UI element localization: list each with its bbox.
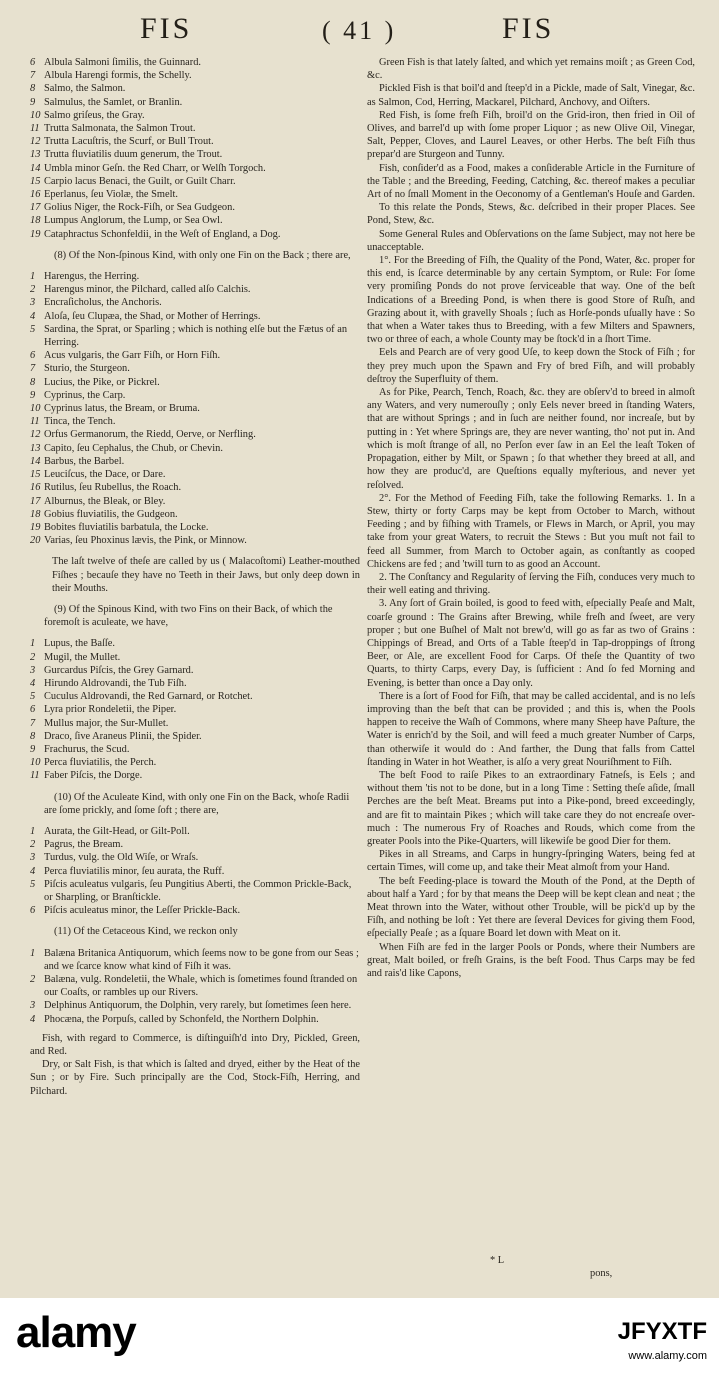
item-text: Umbla minor Geſn. the Red Charr, or Welſh Torgoch. [44,162,266,174]
paragraph: Green Fish is that lately ſalted, and which yet remains moiſt ; as Green Cod, &c. [367,57,695,82]
list-item [30,122,360,135]
list-item [30,442,360,455]
item-text: Alburnus, the Bleak, or Bley. [44,495,166,507]
item-number: 7 [30,717,36,729]
item-number: 2 [30,839,36,851]
item-text: Cyprinus, the Carp. [44,389,126,401]
item-number: 2 [30,651,36,663]
list-item [30,534,360,547]
list-item [30,756,360,769]
item-text: Varias, ſeu Phoxinus lævis, the Pink, or Minnow. [44,535,247,547]
list-aculeate [30,825,360,917]
list-item [30,973,360,999]
paragraph: 1°. For the Breeding of Fiſh, the Quality of the Pond, Water, &c. proper for this end, is ſcarce determinable by any certain Symptom, or Rule: For ſome very promiſing Ponds do not prove ſerviceable that way. One of the beſt Indications of a Breeding Pond, is when there is good Store of Ruſh, and Grazing about it, with gravelly Shoals ; ſuch as Horſe-ponds uſually have : So that when a Water takes thus to Breeding, with a few Milters and Spawners, two or three of each, a whole County may be ſtock'd in a ſhort Time. [367,255,695,346]
item-number: 18 [30,508,41,520]
paragraph: The beſt Food to raiſe Pikes to an extraordinary Fatneſs, is Eels ; and without them 'tis not to be done, but in a long Time : Setting theſe aſide, ſmall Perches are the beſt Meat. Breams put into a Pike-pond, breed exceedingly, and are fit to maintain Pikes ; which will take care they do not encreaſe over-much : The numerous Fry of Roaches and Rouds, which come from the greater Pools into the Pike-Quarters, will likewiſe be good Dier for them. [367,769,695,847]
item-text: Lupus, the Baſſe. [44,638,115,650]
item-text: Balæna Britanica Antiquorum, which ſeems now to be gone from our Seas ; and we ſcarce know what kind of Fiſh it was. [44,947,359,972]
paragraph: 2°. For the Method of Feeding Fiſh, take the following Remarks. 1. In a Stew, thirty or forty Carps may be kept from October to March, without Feeding ; and by fiſhing with Tramels, or Flews in March, or April, you may take from your great Waters, to recruit the Stews : But you muſt not fail to feed all Summer, from March to October again, as conſtantly as cooped Chickens are fed ; and 'twill turn to as good an Account. [367,492,695,570]
list-item [30,664,360,677]
list-item [30,851,360,864]
item-text: Eperlanus, ſeu Violæ, the Smelt. [44,189,178,201]
paragraph-dry-fish: Dry, or Salt Fish, is that which is ſalted and dryed, either by the Heat of the Sun ; or by Fire. Such principally are the Cod, Stock-Fiſh, Herring, and Pilchard. [30,1059,360,1097]
item-number: 11 [30,770,40,782]
list-item [30,389,360,402]
item-text: Piſcis aculeatus vulgaris, ſeu Pungitius Aberti, the Common Prickle-Back, or Sharpling, or Branſtickle. [44,878,352,903]
item-number: 1 [30,271,36,283]
running-head-right: FIS [502,12,555,45]
list-item [30,283,360,296]
left-column [30,56,360,1098]
item-text: Trutta Salmonata, the Salmon Trout. [44,123,196,135]
item-text: Salmo, the Salmon. [44,83,126,95]
item-text: Lumpus Anglorum, the Lump, or Sea Owl. [44,215,223,227]
list-item [30,214,360,227]
list-non-spinous [30,270,360,547]
item-text: Rutilus, ſeu Rubellus, the Roach. [44,482,182,494]
list-item [30,637,360,650]
list-item [30,521,360,534]
watermark-footer [0,1298,719,1390]
list-item [30,508,360,521]
paragraph: As for Pike, Pearch, Tench, Roach, &c. they are obſerv'd to breed in almoſt any Waters, and very numerouſly ; only Eels never breed in ſtanding Waters, that are without Springs ; and in ſuch are neither found, nor increaſe, but by putting in : Yet where Springs are, they are never wanting, tho' not put in. And which is moſt ſtrange of all, no Perſon ever ſaw in an Eel the leaſt Token of Propagation, either by Milt, or Spawn ; ſo that whether they breed at all, and how they are produc'd, are Queſtions equally myſterious, and never yet reſolved. [367,387,695,491]
item-number: 15 [30,469,41,481]
list-freshwater-fish [30,56,360,241]
item-number: 18 [30,215,41,227]
list-item [30,428,360,441]
item-number: 4 [30,865,36,877]
item-text: Piſcis aculeatus minor, the Leſſer Prickle-Back. [44,905,241,917]
item-text: Trutta Lacuſtris, the Scurf, or Bull Trout. [44,136,214,148]
item-text: Frachurus, the Scud. [44,743,130,755]
list-item [30,677,360,690]
list-item [30,270,360,283]
paragraph: There is a ſort of Food for Fiſh, that may be called accidental, and is no leſs improving than the beſt that can be provided ; and this is, when the Pools happen to receive the Waſh of Commons, where many Sheep have Paſture, the Water is enrich'd by the Soil, and will feed a much greater Number of Carps, than otherwiſe it would do : And farther, the Dung that falls from Cattel ſtanding in Water in hot Weather, is alſo a very great Nouriſhment to Fiſh. [367,690,695,768]
paragraph: Fish, conſider'd as a Food, makes a conſiderable Article in the Furniture of the Table ; and the Breeding, Feeding, Catching, &c. thereof makes a peculiar Art of no ſmall Moment in the Oeconomy of a Gentleman's Houſe and Garden. [367,162,695,201]
item-text: Albula Salmoni ſimilis, the Guinnard. [44,57,202,68]
list-item [30,455,360,468]
item-text: Perca fluviatilis, the Perch. [44,757,157,769]
signature-mark: * L [490,1255,505,1266]
item-number: 6 [30,57,36,68]
item-text: Hirundo Aldrovandi, the Tub Fiſh. [44,677,187,689]
list-item [30,481,360,494]
list-item [30,96,360,109]
paragraph: The beſt Feeding-place is toward the Mouth of the Pond, at the Depth of about half a Yard ; for by that means the Deep will be kept clean and neat ; the Meat thrown into the Water, without other Trouble, will be pick'd up by the Fiſh, and nothing be loſt : Yet there are ſeveral Devices for giving them Food, eſpecially Peaſe ; as a ſquare Board let down with Meat on it. [367,875,695,940]
item-number: 19 [30,228,41,240]
item-text: Salmulus, the Samlet, or Branlin. [44,96,183,108]
paragraph: To this relate the Ponds, Stews, &c. deſcribed in their proper Places. See Pond, Stew, &c. [367,202,695,227]
list-item [30,769,360,782]
item-number: 8 [30,83,36,95]
watermark-url: www.alamy.com [628,1350,707,1362]
paragraph: Some General Rules and Obſervations on the ſame Subject, may not here be unacceptable. [367,228,695,253]
item-text: Cuculus Aldrovandi, the Red Garnard, or Rotchet. [44,691,253,703]
item-number: 7 [30,70,36,82]
list-item [30,349,360,362]
item-text: Lyra prior Rondeletii, the Piper. [44,704,177,716]
item-number: 10 [30,403,41,415]
paragraph: Eels and Pearch are of very good Uſe, to keep down the Stock of Fiſh ; for they prey much upon the Spawn and Fry of bred Fiſh, and will probably deſtroy the Superfluity of them. [367,347,695,385]
list-item [30,376,360,389]
heading-cetaceous: (11) Of the Cetaceous Kind, we reckon only [54,926,238,938]
item-text: Encraſicholus, the Anchoris. [44,297,162,309]
item-text: Capito, ſeu Cephalus, the Chub, or Chevin. [44,442,223,454]
item-text: Turdus, vulg. the Old Wiſe, or Wraſs. [44,852,199,864]
heading-spinous: (9) Of the Spinous Kind, with two Fins on their Back, of which the foremoſt is aculeate, we have, [44,603,333,629]
item-text: Gobius fluviatilis, the Gudgeon. [44,508,178,520]
item-text: Aurata, the Gilt-Head, or Gilt-Poll. [44,825,190,837]
list-item [30,495,360,508]
list-item [30,825,360,838]
list-item [30,743,360,756]
item-number: 13 [30,149,41,161]
item-text: Orfus Germanorum, the Riedd, Oerve, or Nerfling. [44,429,256,441]
item-number: 9 [30,96,36,108]
paragraph: 2. The Conſtancy and Regularity of ſerving the Fiſh, conduces very much to their well eating and thriving. [367,571,695,597]
paragraph: 3. Any ſort of Grain boiled, is good to feed with, eſpecially Peaſe and Malt, coarſe ground : The Grains after Brewing, while freſh and ſweet, are very proper ; but one Buſhel of Malt not brew'd, will go as far as two of Grains : Chippings of Bread, and Orts of a Table ſteep'd in Tap-droppings of ſtrong Beer, or Ale, are excellent Food for Carps. Of theſe the Quantity of two Quarts, to thirty Carps, every Day, is ſufficient : And ſo fed Morning and Evening, is better than once a Day only. [367,598,695,689]
list-item [30,109,360,122]
list-item [30,904,360,917]
item-number: 3 [30,297,36,309]
item-number: 4 [30,310,36,322]
item-text: Gurcardus Piſcis, the Grey Garnard. [44,664,194,676]
item-text: Cyprinus latus, the Bream, or Bruma. [44,403,200,415]
item-text: Faber Piſcis, the Dorge. [44,770,143,782]
item-text: Acus vulgaris, the Garr Fiſh, or Horn Fiſh. [44,350,221,362]
item-text: Albula Harengi formis, the Schelly. [44,70,192,82]
item-number: 5 [30,878,36,890]
item-text: Mullus major, the Sur-Mullet. [44,717,169,729]
item-number: 10 [30,109,41,121]
list-item [30,838,360,851]
item-text: Aloſa, ſeu Clupæa, the Shad, or Mother of Herrings. [44,310,261,322]
list-cetaceous [30,947,360,1026]
item-number: 6 [30,350,36,362]
item-number: 12 [30,136,41,148]
item-text: Cataphractus Schonfeldii, in the Weſt of England, a Dog. [44,228,281,240]
item-text: Pagrus, the Bream. [44,839,124,851]
item-number: 11 [30,123,40,135]
list-item [30,415,360,428]
item-text: Perca fluviatilis minor, ſeu aurata, the Ruff. [44,865,225,877]
paragraph: Red Fish, is ſome freſh Fiſh, broil'd on the Grid-iron, then fried in Oil of Olives, and barrel'd up with ſome proper Liquor ; as new Olive Oil, Vinegar, Salt, Pepper, Cloves, and Laurel Leaves, or other Herbs. The beſt Fiſh thus prepar'd are Sturgeon and Tunny. [367,109,695,161]
item-number: 3 [30,852,36,864]
list-item [30,82,360,95]
list-item [30,148,360,161]
paragraph-commerce: Fish, with regard to Commerce, is diſtinguiſh'd into Dry, Pickled, Green, and Red. [30,1032,360,1058]
item-number: 5 [30,691,36,703]
item-text: Harengus, the Herring. [44,271,140,283]
item-text: Balæna, vulg. Rondeletii, the Whale, which is ſometimes found ſtranded on our Coaſts, or rambles up our Rivers. [44,974,358,999]
item-number: 17 [30,495,41,507]
item-number: 14 [30,162,41,174]
item-text: Carpio lacus Benaci, the Guilt, or Guilt Charr. [44,175,236,187]
item-text: Harengus minor, the Pilchard, called alſo Calchis. [44,284,251,296]
item-number: 1 [30,638,36,650]
item-number: 16 [30,482,41,494]
watermark-brand: alamy [16,1308,136,1357]
heading-non-spinous: (8) Of the Non-ſpinous Kind, with only one Fin on the Back ; there are, [54,249,351,261]
item-number: 6 [30,704,36,716]
item-number: 4 [30,1013,36,1025]
paragraph: Pikes in all Streams, and Carps in hungry-ſpringing Waters, being fed at certain Times, will come up, and take their Meat almoſt from your Hand. [367,849,695,874]
list-item [30,1013,360,1026]
list-item [30,402,360,415]
item-number: 2 [30,284,36,296]
item-number: 9 [30,743,36,755]
item-number: 4 [30,677,36,689]
item-number: 15 [30,175,41,187]
item-number: 10 [30,757,41,769]
item-number: 16 [30,189,41,201]
paragraph: When Fiſh are fed in the larger Pools or Ponds, where their Numbers are great, Malt boiled, or freſh Grains, is the beſt Food. Thus Carps may be fed and rais'd like Capons, [367,941,695,980]
list-item [30,717,360,730]
item-number: 20 [30,535,41,547]
item-number: 12 [30,429,41,441]
item-number: 8 [30,730,36,742]
item-number: 8 [30,376,36,388]
list-item [30,228,360,241]
item-text: Delphinus Antiquorum, the Dolphin, very rarely, but ſometimes ſeen here. [44,1000,352,1012]
heading-aculeate: (10) Of the Aculeate Kind, with only one Fin on the Back, whoſe Radii are ſome prickly, and ſome ſoft ; there are, [44,791,350,816]
list-item [30,362,360,375]
item-text: Mugil, the Mullet. [44,651,121,663]
item-number: 11 [30,416,40,428]
item-number: 1 [30,825,36,837]
item-number: 6 [30,905,36,917]
list-item [30,878,360,904]
list-item [30,703,360,716]
item-number: 13 [30,442,41,454]
item-number: 7 [30,363,36,375]
list-item [30,201,360,214]
item-text: Draco, ſive Araneus Plinii, the Spider. [44,730,202,742]
list-item [30,56,360,69]
item-text: Lucius, the Pike, or Pickrel. [44,376,160,388]
list-item [30,690,360,703]
item-text: Barbus, the Barbel. [44,455,125,467]
list-item [30,69,360,82]
list-item [30,135,360,148]
item-text: Trutta fluviatilis duum generum, the Trout. [44,149,223,161]
list-spinous [30,637,360,782]
list-item [30,175,360,188]
list-item [30,468,360,481]
list-item [30,730,360,743]
item-text: Tinca, the Tench. [44,416,116,428]
item-number: 1 [30,947,36,959]
item-text: Sardina, the Sprat, or Sparling ; which is nothing elſe but the Fætus of an Herring. [44,323,348,349]
item-number: 14 [30,455,41,467]
running-head-left: FIS [140,12,193,45]
catchword: pons, [590,1268,613,1279]
item-text: Salmo griſeus, the Gray. [44,109,145,121]
list-item [30,865,360,878]
list-item [30,651,360,664]
item-number: 3 [30,664,36,676]
item-number: 2 [30,974,36,985]
item-text: Leuciſcus, the Dace, or Dare. [44,469,166,481]
item-number: 3 [30,1000,36,1012]
page-number: ( 41 ) [322,16,397,45]
list-item [30,999,360,1012]
note-leather-mouthed: The laſt twelve of theſe are called by us ( Malacoſtomi) Leather-mouthed Fiſhes ; becauſe they have no Teeth in their Jaws, but only deep down in their Mouths. [52,556,360,594]
list-item [30,296,360,309]
page-header [0,8,719,52]
item-text: Phocæna, the Porpuſs, called by Schonfeld, the Northern Dolphin. [44,1013,319,1025]
item-number: 9 [30,389,36,401]
item-text: Sturio, the Sturgeon. [44,363,130,375]
item-number: 5 [30,323,36,335]
right-column [367,56,695,980]
list-item [30,323,360,349]
list-item [30,947,360,973]
list-item [30,162,360,175]
paragraph: Pickled Fish is that boil'd and ſteep'd in a Pickle, made of Salt, Vinegar, &c. as Salmon, Cod, Herring, Mackarel, Pilchard, Anchovy, and Oiſters. [367,83,695,108]
item-text: Bobites fluviatilis barbatula, the Locke. [44,521,209,533]
watermark-image-id: JFYXTF [617,1318,707,1345]
item-number: 17 [30,202,41,214]
list-item [30,188,360,201]
item-number: 19 [30,521,41,533]
list-item [30,310,360,323]
item-text: Golius Niger, the Rock-Fiſh, or Sea Gudgeon. [44,202,235,214]
